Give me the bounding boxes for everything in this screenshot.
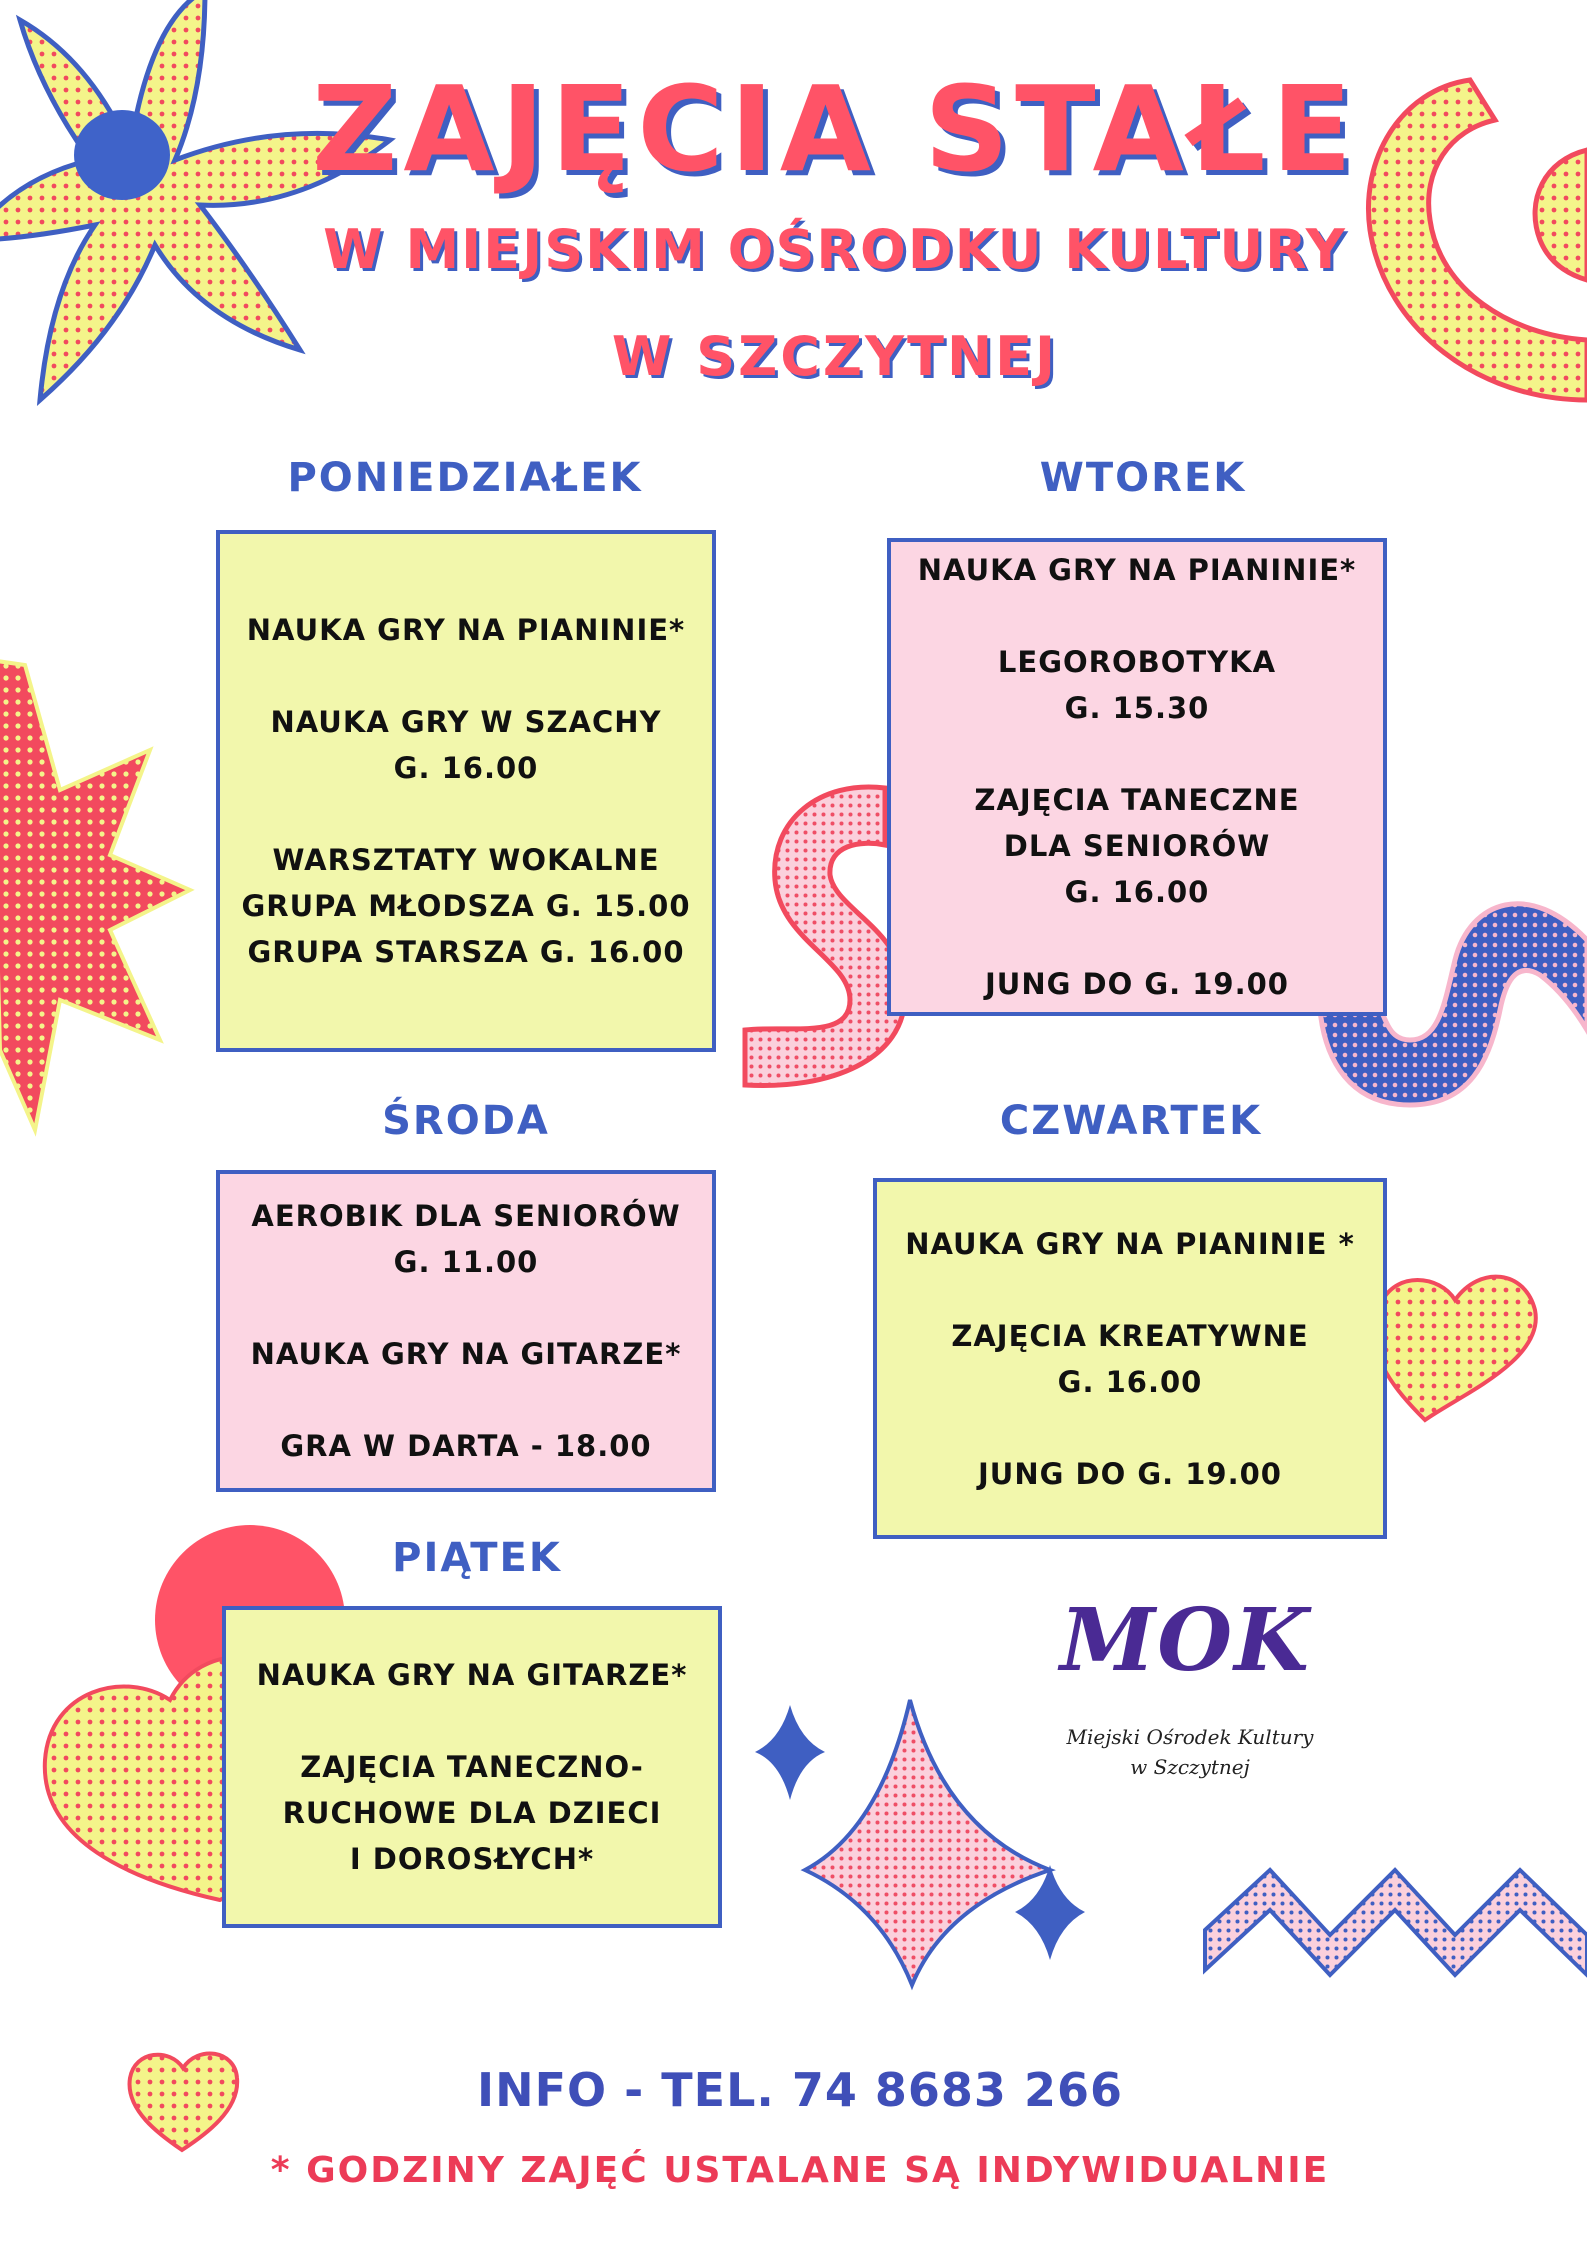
spiral-decoration: [1368, 80, 1587, 400]
schedule-box-thursday: [873, 1178, 1387, 1539]
starburst-decoration: [0, 660, 190, 1130]
schedule-line: LEGOROBOTYKA: [997, 645, 1277, 679]
schedule-box-monday: [216, 530, 716, 1052]
schedule-line: ZAJĘCIA TANECZNO-: [300, 1750, 644, 1784]
schedule-line: G. 11.00: [393, 1245, 539, 1279]
footnote: * GODZINY ZAJĘĆ USTALANE SĄ INDYWIDUALNIE: [270, 2150, 1330, 2191]
schedule-box-wednesday: [216, 1170, 716, 1492]
schedule-line: WARSZTATY WOKALNE: [272, 843, 660, 877]
day-heading-tuesday: WTOREK: [1039, 455, 1247, 501]
schedule-box-tuesday: [887, 538, 1387, 1016]
schedule-line: NAUKA GRY W SZACHY: [270, 705, 662, 739]
logo-name-line2: w Szczytnej: [1130, 1755, 1250, 1779]
day-heading-thursday: CZWARTEK: [999, 1098, 1263, 1144]
schedule-box-friday: [222, 1606, 722, 1928]
page-subtitle: W MIEJSKIM OŚRODKU KULTURY: [323, 218, 1347, 281]
day-heading-monday: PONIEDZIAŁEK: [287, 455, 643, 501]
page-title: ZAJĘCIA STAŁE: [311, 60, 1359, 198]
schedule-line: I DOROSŁYCH*: [349, 1842, 595, 1876]
page-subtitle-location: W SZCZYTNEJ: [611, 325, 1059, 388]
small-heart-decoration: [130, 2053, 238, 2150]
schedule-line: JUNG DO G. 19.00: [978, 1456, 1282, 1491]
mok-logo: [1040, 1590, 1340, 1810]
schedule-line: ZAJĘCIA TANECZNE: [974, 783, 1300, 817]
schedule-line: DLA SENIORÓW: [1003, 829, 1271, 863]
schedule-line: GRUPA MŁODSZA G. 15.00: [241, 889, 691, 923]
schedule-line: NAUKA GRY NA GITARZE*: [250, 1337, 682, 1371]
schedule-line: NAUKA GRY NA PIANINIE*: [917, 553, 1357, 587]
heart-decoration: [1374, 1277, 1536, 1420]
schedule-line: G. 16.00: [393, 751, 539, 785]
logo-mark: MOK: [1060, 1590, 1311, 1691]
schedule-line: JUNG DO G. 19.00: [985, 967, 1289, 1001]
schedule-line: NAUKA GRY NA PIANINIE *: [905, 1226, 1355, 1261]
schedule-line: ZAJĘCIA KREATYWNE: [951, 1318, 1309, 1353]
schedule-line: G. 15.30: [1064, 691, 1210, 725]
schedule-line: NAUKA GRY NA PIANINIE*: [246, 613, 686, 647]
schedule-line: GRUPA STARSZA G. 16.00: [247, 935, 685, 969]
schedule-line: RUCHOWE DLA DZIECI: [282, 1796, 662, 1830]
day-heading-wednesday: ŚRODA: [382, 1098, 550, 1144]
squiggle-pink-decoration: [745, 787, 905, 1086]
schedule-line: G. 16.00: [1057, 1364, 1203, 1399]
schedule-line: G. 16.00: [1064, 875, 1210, 909]
schedule-line: AEROBIK DLA SENIORÓW: [251, 1199, 681, 1233]
logo-name-line1: Miejski Ośrodek Kultury: [1066, 1725, 1314, 1749]
sparkle-decoration: [755, 1700, 1085, 1985]
schedule-line: NAUKA GRY NA GITARZE*: [256, 1658, 688, 1692]
contact-info: INFO - TEL. 74 8683 266: [477, 2063, 1123, 2117]
schedule-line: GRA W DARTA - 18.00: [280, 1429, 652, 1463]
zigzag-decoration: [1205, 1870, 1587, 1975]
day-heading-friday: PIĄTEK: [392, 1535, 562, 1581]
